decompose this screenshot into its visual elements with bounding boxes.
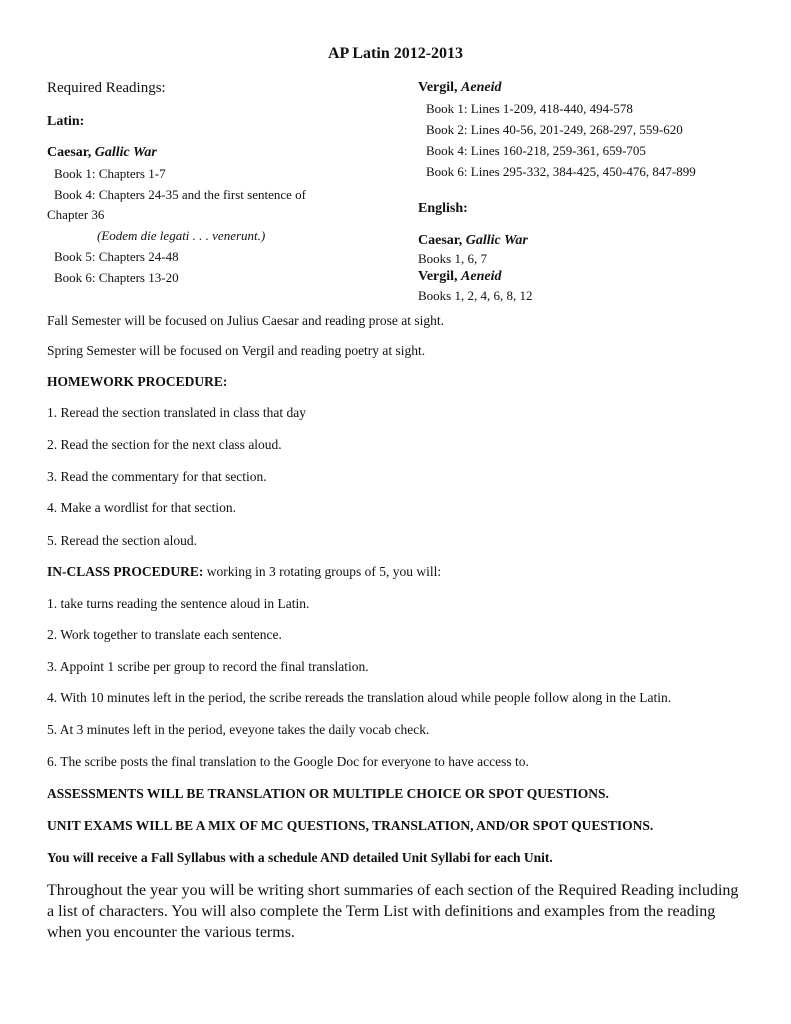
- latin-reading-line: Book 6: Chapters 13-20: [54, 270, 179, 285]
- assessments-notice: ASSESSMENTS WILL BE TRANSLATION OR MULTIPLE CHOICE OR SPOT QUESTIONS.: [47, 786, 609, 801]
- inclass-step: 2. Work together to translate each sentence.: [47, 627, 282, 642]
- latin-reading-line: Book 4: Chapters 24-35 and the first sentence of: [54, 187, 306, 202]
- page-title: AP Latin 2012-2013: [327, 45, 464, 62]
- work-title: Aeneid: [461, 80, 502, 95]
- english-vergil-books: Books 1, 2, 4, 6, 8, 12: [418, 288, 533, 303]
- author-name: Vergil,: [418, 80, 458, 95]
- inclass-step: 5. At 3 minutes left in the period, eveyone takes the daily vocab check.: [47, 722, 430, 737]
- latin-reading-line: Book 1: Chapters 1-7: [54, 166, 166, 181]
- latin-heading: Latin:: [47, 114, 85, 129]
- english-caesar-heading: [418, 233, 528, 249]
- english-heading: English:: [418, 201, 468, 216]
- inclass-step: 4. With 10 minutes left in the period, the scribe rereads the translation aloud while people follow along in the Latin.: [47, 690, 672, 705]
- work-title: Aeneid: [461, 269, 502, 284]
- vergil-reading-line: Book 1: Lines 1-209, 418-440, 494-578: [426, 101, 633, 116]
- author-name: Caesar,: [418, 233, 463, 248]
- fall-semester-text: Fall Semester will be focused on Julius Caesar and reading prose at sight.: [47, 313, 445, 328]
- homework-heading: HOMEWORK PROCEDURE:: [47, 374, 228, 389]
- homework-step: 2. Read the section for the next class aloud.: [47, 437, 282, 452]
- english-vergil-heading: [418, 269, 502, 285]
- inclass-step: 1. take turns reading the sentence aloud in Latin.: [47, 596, 310, 611]
- caesar-gallic-war-heading: [47, 145, 157, 161]
- closing-paragraph: Throughout the year you will be writing short summaries of each section of the Required Reading including a list of characters. You will also complete the Term List with definitions and examples from the reading when you encounter the various terms.: [47, 882, 739, 941]
- inclass-heading: IN-CLASS PROCEDURE:: [47, 564, 204, 579]
- work-title: Gallic War: [465, 233, 528, 248]
- vergil-aeneid-heading: [418, 80, 502, 96]
- work-title: Gallic War: [94, 145, 157, 160]
- homework-step: 1. Reread the section translated in class that day: [47, 405, 307, 420]
- unit-exams-notice: UNIT EXAMS WILL BE A MIX OF MC QUESTIONS, TRANSLATION, AND/OR SPOT QUESTIONS.: [47, 818, 654, 833]
- author-name: Caesar,: [47, 145, 92, 160]
- author-name: Vergil,: [418, 269, 458, 284]
- vergil-reading-line: Book 2: Lines 40-56, 201-249, 268-297, 559-620: [426, 122, 683, 137]
- syllabus-notice: You will receive a Fall Syllabus with a schedule AND detailed Unit Syllabi for each Unit.: [47, 850, 553, 865]
- homework-step: 4. Make a wordlist for that section.: [47, 500, 236, 515]
- homework-step: 3. Read the commentary for that section.: [47, 469, 267, 484]
- required-readings-label: Required Readings:: [47, 80, 166, 96]
- inclass-step: 6. The scribe posts the final translation to the Google Doc for everyone to have access to.: [47, 754, 529, 769]
- inclass-heading-line: [47, 564, 441, 580]
- english-caesar-books: Books 1, 6, 7: [418, 251, 487, 266]
- latin-reading-line: Book 5: Chapters 24-48: [54, 249, 179, 264]
- homework-step: 5. Reread the section aloud.: [47, 533, 197, 548]
- inclass-step: 3. Appoint 1 scribe per group to record the final translation.: [47, 659, 369, 674]
- vergil-reading-line: Book 4: Lines 160-218, 259-361, 659-705: [426, 143, 646, 158]
- vergil-reading-line: Book 6: Lines 295-332, 384-425, 450-476, 847-899: [426, 164, 696, 179]
- spring-semester-text: Spring Semester will be focused on Vergil and reading poetry at sight.: [47, 343, 426, 358]
- latin-reading-line: Chapter 36: [47, 207, 105, 222]
- latin-reading-note: (Eodem die legati . . . venerunt.): [97, 228, 266, 243]
- inclass-intro: working in 3 rotating groups of 5, you will:: [203, 564, 442, 579]
